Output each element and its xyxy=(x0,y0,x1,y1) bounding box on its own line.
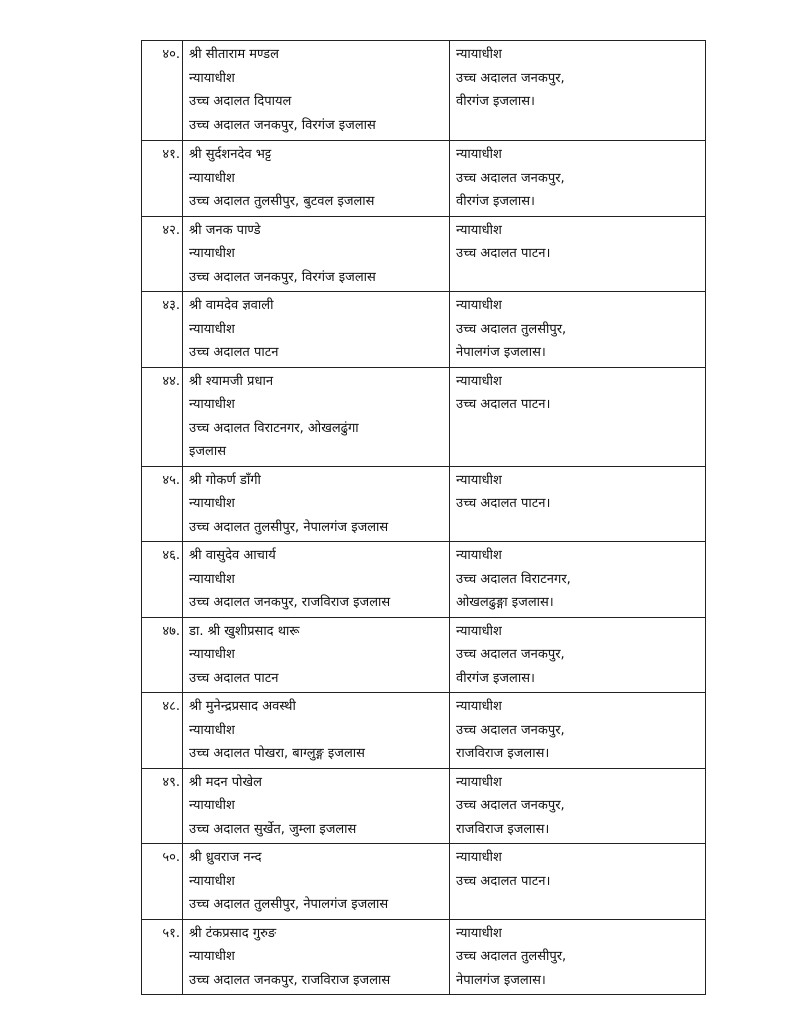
new-post-line: उच्च अदालत पाटन। xyxy=(456,873,551,889)
serial-number: ४४. xyxy=(162,373,180,389)
new-post-line: उच्च अदालत पाटन। xyxy=(456,246,551,261)
current-post-line: न्यायाधीश xyxy=(189,949,235,964)
new-post-line: उच्च अदालत जनकपुर, xyxy=(456,722,565,738)
current-post-cell xyxy=(183,768,450,844)
table-row xyxy=(142,216,706,292)
current-post-line: डा. श्री खुशीप्रसाद थारू xyxy=(189,623,300,639)
serial-number: ४८. xyxy=(162,699,180,714)
table-row xyxy=(142,542,706,618)
serial-number: ४०. xyxy=(162,47,180,62)
serial-number-cell xyxy=(142,693,183,769)
new-post-cell xyxy=(450,844,706,920)
new-post-line: उच्च अदालत तुलसीपुर, xyxy=(456,321,567,337)
new-post-line: उच्च अदालत जनकपुर, xyxy=(456,70,565,86)
current-post-line: श्री श्यामजी प्रधान xyxy=(189,373,274,389)
new-post-line: नेपालगंज इजलास। xyxy=(456,345,546,360)
current-post-line: श्री जनक पाण्डे xyxy=(189,222,261,238)
table-row xyxy=(142,466,706,542)
serial-number: ४२. xyxy=(162,222,180,238)
new-post-line: न्यायाधीश xyxy=(456,774,502,790)
new-post-cell xyxy=(450,292,706,368)
new-post-line: उच्च अदालत जनकपुर, xyxy=(456,170,565,186)
new-post-line: उच्च अदालत पाटन। xyxy=(456,496,551,511)
new-post-line: वीरगंज इजलास। xyxy=(456,194,535,209)
serial-number-cell xyxy=(142,768,183,844)
serial-number: ४९. xyxy=(162,774,180,790)
new-post-line: उच्च अदालत विराटनगर, xyxy=(456,571,571,587)
table-row xyxy=(142,367,706,466)
new-post-line: न्यायाधीश xyxy=(456,298,502,313)
new-post-line: उच्च अदालत जनकपुर, xyxy=(456,647,565,662)
current-post-line: श्री वासुदेव आचार्य xyxy=(189,548,276,563)
current-post-line: श्री सुर्दशनदेव भट्ट xyxy=(189,147,272,162)
serial-number-cell xyxy=(142,41,183,141)
current-post-line: न्यायाधीश xyxy=(189,722,235,738)
new-post-line: न्यायाधीश xyxy=(456,623,502,639)
new-post-line: नेपालगंज इजलास। xyxy=(456,972,546,988)
current-post-line: न्यायाधीश xyxy=(189,397,235,412)
new-post-line: उच्च अदालत तुलसीपुर, xyxy=(456,949,567,964)
new-post-line: न्यायाधीश xyxy=(456,147,502,162)
serial-number: ४७. xyxy=(162,623,180,639)
serial-number-cell xyxy=(142,919,183,995)
current-post-line: श्री मुनेन्द्रप्रसाद अवस्थी xyxy=(189,699,296,714)
table-row xyxy=(142,41,706,141)
current-post-line: श्री गोकर्ण डाँगी xyxy=(189,472,261,488)
new-post-line: वीरगंज इजलास। xyxy=(456,94,535,109)
current-post-line: न्यायाधीश xyxy=(189,496,235,511)
table-row xyxy=(142,292,706,368)
current-post-line: श्री मदन पोखेल xyxy=(189,774,262,790)
new-post-line: न्यायाधीश xyxy=(456,222,502,238)
current-post-line: उच्च अदालत पाटन xyxy=(189,670,279,686)
new-post-line: न्यायाधीश xyxy=(456,925,502,941)
serial-number: ४६. xyxy=(162,548,180,563)
new-post-cell xyxy=(450,41,706,141)
new-post-line: वीरगंज इजलास। xyxy=(456,670,535,686)
current-post-line: उच्च अदालत तुलसीपुर, बुटवल इजलास xyxy=(189,194,375,209)
current-post-line: उच्च अदालत जनकपुर, राजविराज इजलास xyxy=(189,595,391,610)
current-post-line: उच्च अदालत तुलसीपुर, नेपालगंज इजलास xyxy=(189,897,389,912)
current-post-cell xyxy=(183,141,450,217)
current-post-line: उच्च अदालत सुर्खेत, जुम्ला इजलास xyxy=(189,821,357,837)
new-post-line: राजविराज इजलास। xyxy=(456,821,550,837)
serial-number-cell xyxy=(142,141,183,217)
serial-number-cell xyxy=(142,542,183,618)
current-post-line: न्यायाधीश xyxy=(189,647,235,662)
current-post-cell xyxy=(183,466,450,542)
current-post-line: उच्च अदालत तुलसीपुर, नेपालगंज इजलास xyxy=(189,519,389,535)
new-post-cell xyxy=(450,919,706,995)
new-post-cell xyxy=(450,367,706,466)
table-row xyxy=(142,919,706,995)
current-post-cell xyxy=(183,367,450,466)
new-post-line: न्यायाधीश xyxy=(456,47,502,62)
current-post-cell xyxy=(183,693,450,769)
current-post-line: न्यायाधीश xyxy=(189,873,235,889)
current-post-line: न्यायाधीश xyxy=(189,170,235,186)
current-post-line: उच्च अदालत विराटनगर, ओखलढुंगा xyxy=(189,420,359,436)
current-post-line: न्यायाधीश xyxy=(189,571,235,587)
new-post-cell xyxy=(450,693,706,769)
current-post-line: उच्च अदालत पाटन xyxy=(189,345,279,360)
new-post-line: राजविराज इजलास। xyxy=(456,746,550,761)
new-post-cell xyxy=(450,617,706,693)
new-post-line: न्यायाधीश xyxy=(456,373,502,389)
table-row xyxy=(142,693,706,769)
current-post-cell xyxy=(183,216,450,292)
serial-number: ४३. xyxy=(162,298,180,313)
current-post-line: न्यायाधीश xyxy=(189,246,235,261)
serial-number-cell xyxy=(142,292,183,368)
new-post-line: न्यायाधीश xyxy=(456,850,502,865)
current-post-cell xyxy=(183,292,450,368)
new-post-line: न्यायाधीश xyxy=(456,472,502,488)
new-post-line: ओखलढुङ्गा इजलास। xyxy=(456,595,554,610)
current-post-line: उच्च अदालत जनकपुर, राजविराज इजलास xyxy=(189,972,391,988)
current-post-line: श्री ध्रुवराज नन्द xyxy=(189,850,262,865)
current-post-cell xyxy=(183,542,450,618)
serial-number-cell xyxy=(142,367,183,466)
serial-number-cell xyxy=(142,466,183,542)
current-post-cell xyxy=(183,844,450,920)
new-post-line: उच्च अदालत जनकपुर, xyxy=(456,798,565,813)
serial-number: ५०. xyxy=(162,850,180,865)
new-post-cell xyxy=(450,542,706,618)
new-post-cell xyxy=(450,141,706,217)
current-post-line: न्यायाधीश xyxy=(189,798,235,813)
new-post-line: न्यायाधीश xyxy=(456,548,502,563)
serial-number: ४१. xyxy=(162,147,180,162)
table-body xyxy=(142,41,706,995)
current-post-line: श्री सीताराम मण्डल xyxy=(189,47,279,62)
transfer-table xyxy=(141,40,706,995)
new-post-cell xyxy=(450,216,706,292)
current-post-line: श्री वामदेव ज्ञवाली xyxy=(189,298,274,313)
current-post-line: उच्च अदालत जनकपुर, विरगंज इजलास xyxy=(189,269,376,285)
table-row xyxy=(142,617,706,693)
serial-number-cell xyxy=(142,216,183,292)
serial-number-cell xyxy=(142,617,183,693)
serial-number-cell xyxy=(142,844,183,920)
serial-number: ४५. xyxy=(162,472,180,488)
current-post-line: न्यायाधीश xyxy=(189,321,235,337)
new-post-line: उच्च अदालत पाटन। xyxy=(456,397,551,412)
table-row xyxy=(142,844,706,920)
new-post-line: न्यायाधीश xyxy=(456,699,502,714)
current-post-cell xyxy=(183,617,450,693)
current-post-line: न्यायाधीश xyxy=(189,70,235,86)
new-post-cell xyxy=(450,768,706,844)
current-post-line: उच्च अदालत दिपायल xyxy=(189,94,292,109)
current-post-cell xyxy=(183,41,450,141)
table-row xyxy=(142,141,706,217)
table-row xyxy=(142,768,706,844)
current-post-line: उच्च अदालत पोखरा, बाग्लुङ्ग इजलास xyxy=(189,746,365,761)
current-post-line: इजलास xyxy=(189,444,226,459)
current-post-line: उच्च अदालत जनकपुर, विरगंज इजलास xyxy=(189,117,376,133)
current-post-cell xyxy=(183,919,450,995)
serial-number: ५१. xyxy=(162,925,180,941)
new-post-cell xyxy=(450,466,706,542)
current-post-line: श्री टंकप्रसाद गुरुङ xyxy=(189,925,277,941)
